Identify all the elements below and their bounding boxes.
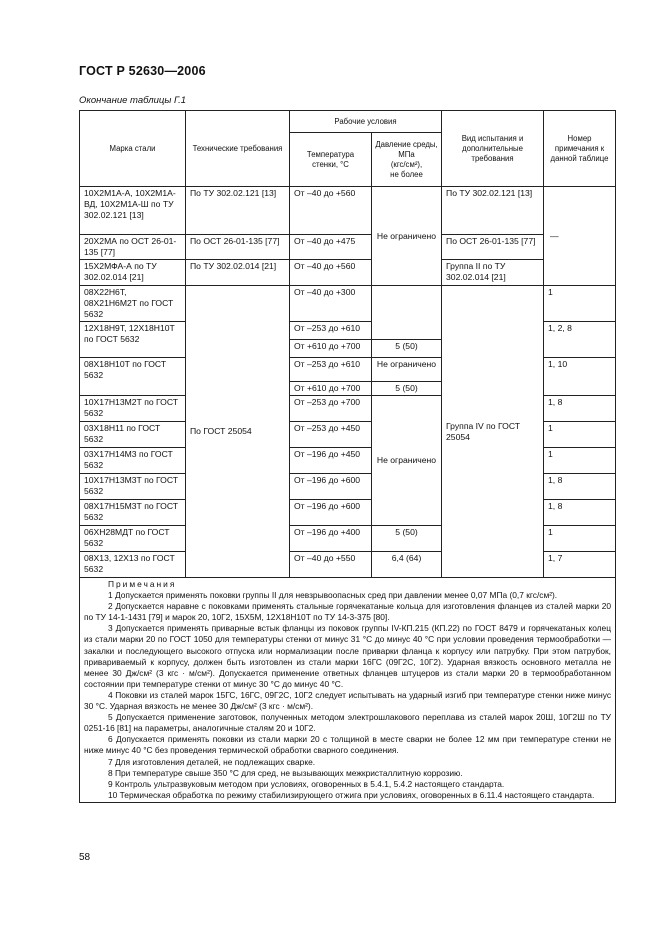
cell-temp: От –196 до +600 [290,474,372,500]
page-number: 58 [79,852,91,863]
cell-grade: 08Х18Н10Т по ГОСТ 5632 [80,358,186,396]
cell-temp: От +610 до +700 [290,382,372,396]
cell-note: 1 [544,422,616,448]
cell-temp: От –40 до +300 [290,286,372,322]
cell-grade: 08Х13, 12Х13 по ГОСТ 5632 [80,552,186,578]
cell-pressure: Не ограничено [372,187,442,286]
steel-table [79,110,616,803]
cell-note: 1, 10 [544,358,616,396]
cell-temp: От –40 до +550 [290,552,372,578]
cell-test: Группа IV по ГОСТ 25054 [442,286,544,578]
cell-grade: 08Х22Н6Т, 08Х21Н6М2Т по ГОСТ 5632 [80,286,186,322]
cell-grade: 06ХН28МДТ по ГОСТ 5632 [80,526,186,552]
cell-temp: От –40 до +475 [290,235,372,260]
notes-title: Примечания [108,579,177,589]
cell-temp: От –253 до +610 [290,322,372,340]
cell-temp: От –253 до +610 [290,358,372,382]
note-1: 1 Допускается применять поковки группы II для невзрывоопасных сред при давлении менее 0,07 МПа (0,7 кгс/см²). [108,590,558,601]
cell-test: По ОСТ 26-01-135 [77] [442,235,544,260]
cell-tech: По ОСТ 26-01-135 [77] [186,235,290,260]
cell-tech: По ГОСТ 25054 [186,286,290,578]
note-8: 8 При температуре свыше 350 °С для сред, не вызывающих межкристаллитную коррозию. [108,767,463,778]
cell-grade: 03Х17Н14М3 по ГОСТ 5632 [80,448,186,474]
cell-test: По ТУ 302.02.121 [13] [442,187,544,235]
cell-temp: От –253 до +450 [290,422,372,448]
cell-temp: От –196 до +450 [290,448,372,474]
header-grade: Марка стали [80,111,186,187]
cell-temp: От +610 до +700 [290,340,372,358]
cell-grade: 08Х17Н15М3Т по ГОСТ 5632 [80,500,186,526]
header-pressure: Давление среды, МПа (кгс/см²), не более [372,133,442,187]
note-4: 4 Поковки из сталей марок 15ГС, 16ГС, 09Г2С, 10Г2 следует испытывать на ударный изгиб при температуре стенки ниже минус 30 °С. Ударная вязкость не менее 30 Дж/см² (3 кгс · м/см²). [84,689,612,712]
note-6: 6 Допускается применять поковки из стали марки 20 с толщиной в месте сварки не более 12 мм при температуре стенки не ниже минус 40 °С без проведения термической обработки сварного соединения. [84,734,612,756]
cell-temp: От –40 до +560 [290,260,372,286]
cell-note: 1 [544,448,616,474]
cell-pressure: 5 (50) [372,526,442,552]
cell-pressure: 5 (50) [372,340,442,358]
table-caption: Окончание таблицы Г.1 [79,95,187,106]
cell-temp: От –253 до +700 [290,396,372,422]
document-header: ГОСТ Р 52630—2006 [79,64,206,78]
header-test: Вид испытания и дополнительные требования [442,111,544,187]
note-9: 9 Контроль ультразвуковым методом при условиях, оговоренных в 5.4.1, 5.4.2 настоящего стандарта. [108,778,505,789]
cell-grade: 20Х2МА по ОСТ 26-01-135 [77] [80,235,186,260]
note-5: 5 Допускается применение заготовок, полученных методом электрошлакового переплава из сталей марок 20Ш, 10Г2Ш по ТУ 0251-16 [81] на параметры, аналогичные сталям 20 и 10Г2. [84,712,612,734]
note-2: 2 Допускается наравне с поковками применять стальные горячекатаные кольца для изготовления фланцев из сталей марки 20 по ТУ 14-1-1431 [79] и марок 20, 10Г2, 15Х5М, 12Х18Н10Т по ТУ 14-3-375 [80]. [84,601,612,623]
cell-grade: 03Х18Н11 по ГОСТ 5632 [80,422,186,448]
cell-note: — [544,187,616,286]
cell-tech: По ТУ 302.02.014 [21] [186,260,290,286]
cell-pressure: 6,4 (64) [372,552,442,578]
cell-grade: 10Х17Н13М3Т по ГОСТ 5632 [80,474,186,500]
cell-note: 1 [544,286,616,322]
header-temp: Температура стенки, °С [290,133,372,187]
cell-tech: По ТУ 302.02.121 [13] [186,187,290,235]
cell-grade: 10Х2М1А-А, 10Х2М1А-ВД, 10Х2М1А-Ш по ТУ 302.02.121 [13] [80,187,186,235]
cell-grade: 12Х18Н9Т, 12Х18Н10Т по ГОСТ 5632 [80,322,186,358]
cell-note: 1, 8 [544,474,616,500]
cell-temp: От –196 до +600 [290,500,372,526]
cell-note: 1, 2, 8 [544,322,616,358]
note-7: 7 Для изготовления деталей, не подлежащих сварке. [108,756,316,767]
cell-test: Группа II по ТУ 302.02.014 [21] [442,260,544,286]
cell-grade: 15Х2МФА-А по ТУ 302.02.014 [21] [80,260,186,286]
cell-pressure: Не ограничено [372,396,442,526]
notes-block [80,578,616,803]
cell-temp: От –196 до +400 [290,526,372,552]
cell-note: 1, 8 [544,500,616,526]
cell-note: 1 [544,526,616,552]
cell-pressure [372,286,442,340]
cell-note: 1, 8 [544,396,616,422]
header-tech: Технические требования [186,111,290,187]
cell-pressure: 5 (50) [372,382,442,396]
cell-pressure: Не ограничено [372,358,442,382]
cell-note: 1, 7 [544,552,616,578]
note-10: 10 Термическая обработка по режиму стабилизирующего отжига при условиях, оговоренных в 6.11.4 настоящего стандарта. [108,789,595,800]
note-3: 3 Допускается применять приварные встык фланцы из поковок группы IV-КП.215 (КП.22) по ГОСТ 8479 и горячекатаных колец из стали марки 20 по ГОСТ 1050 для температуры стенки от минус 31 °С до минус 40 °С при условии проведения термообработки — закалки и последующего высокого отпуска или нормализации после приварки фланца к корпусу или патрубку. При этом патрубок, привариваемый к корпусу, должен быть изготовлен из стали марки 16ГС (09Г2С, 10Г2). Ударная вязкость основного металла не менее 30 Дж/см² (3 кгс · м/см²). Допускается применение ответных фланцев штуцеров из стали марки 20 в термообработанном состоянии при температуре стенки от минус 30 °С до минус 40 °С. [84,623,612,689]
header-working: Рабочие условия [290,111,442,133]
cell-temp: От –40 до +560 [290,187,372,235]
cell-grade: 10Х17Н13М2Т по ГОСТ 5632 [80,396,186,422]
header-note: Номер примечания к данной таблице [544,111,616,187]
